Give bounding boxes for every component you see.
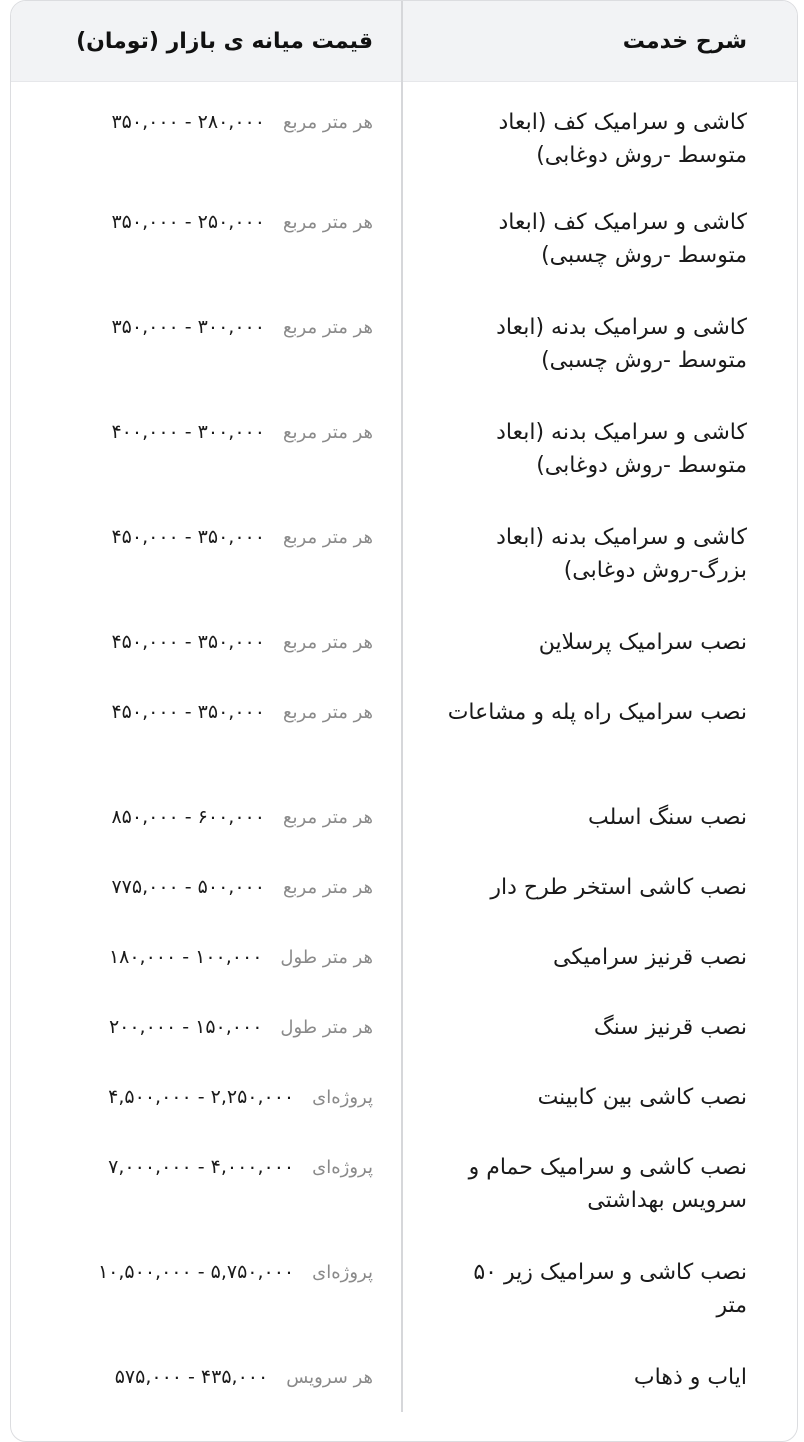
- service-cell: کاشی و سرامیک کف (ابعاد متوسط -روش چسبی): [402, 187, 797, 292]
- unit-label: پروژه‌ای: [312, 1156, 373, 1178]
- price-range: ۴۵۰,۰۰۰ - ۳۵۰,۰۰۰: [111, 525, 265, 548]
- unit-label: هر متر مربع: [282, 701, 373, 723]
- price-cell: [11, 782, 402, 852]
- price-range: ۴,۵۰۰,۰۰۰ - ۲,۲۵۰,۰۰۰: [108, 1085, 295, 1108]
- table-row: [11, 187, 797, 292]
- unit-label: هر متر مربع: [282, 806, 373, 828]
- price-table: [11, 1, 797, 1412]
- unit-label: هر متر مربع: [282, 526, 373, 548]
- price-range: ۳۵۰,۰۰۰ - ۲۸۰,۰۰۰: [111, 111, 265, 133]
- price-cell: [11, 677, 402, 782]
- price-range: ۷,۰۰۰,۰۰۰ - ۴,۰۰۰,۰۰۰: [108, 1155, 295, 1178]
- table-row: [11, 852, 797, 922]
- price-cell: [11, 82, 402, 187]
- price-range: ۵۷۵,۰۰۰ - ۴۳۵,۰۰۰: [114, 1365, 269, 1388]
- unit-label: پروژه‌ای: [312, 1261, 373, 1283]
- service-cell: نصب کاشی و سرامیک زیر ۵۰ متر: [402, 1237, 797, 1342]
- table-row: [11, 502, 797, 607]
- price-cell: [11, 1342, 402, 1412]
- price-cell: [11, 1132, 402, 1237]
- table-row: [11, 607, 797, 677]
- unit-label: پروژه‌ای: [312, 1086, 373, 1108]
- table-header-row: [11, 1, 797, 82]
- table-row: [11, 922, 797, 992]
- table-row: [11, 782, 797, 852]
- price-cell: [11, 502, 402, 607]
- service-cell: نصب قرنیز سنگ: [402, 992, 797, 1062]
- price-table-card: [10, 0, 798, 1442]
- table-row: [11, 82, 797, 187]
- price-cell: [11, 397, 402, 502]
- header-service: شرح خدمت: [402, 1, 797, 82]
- service-cell: نصب کاشی و سرامیک حمام و سرویس بهداشتی: [402, 1132, 797, 1237]
- unit-label: هر متر طول: [280, 1016, 373, 1038]
- table-row: [11, 1062, 797, 1132]
- price-cell: [11, 292, 402, 397]
- service-cell: نصب سنگ اسلب: [402, 782, 797, 852]
- service-cell: نصب قرنیز سرامیکی: [402, 922, 797, 992]
- service-cell: نصب کاشی استخر طرح دار: [402, 852, 797, 922]
- price-range: ۸۵۰,۰۰۰ - ۶۰۰,۰۰۰: [111, 805, 265, 828]
- service-cell: نصب کاشی بین کابینت: [402, 1062, 797, 1132]
- table-row: [11, 677, 797, 782]
- header-price: قیمت میانه ی بازار (تومان): [11, 1, 402, 82]
- price-range: ۷۷۵,۰۰۰ - ۵۰۰,۰۰۰: [111, 875, 265, 898]
- unit-label: هر متر مربع: [282, 316, 373, 338]
- table-row: [11, 1342, 797, 1412]
- unit-label: هر متر مربع: [282, 631, 373, 653]
- unit-label: هر سرویس: [286, 1366, 373, 1388]
- table-row: [11, 292, 797, 397]
- price-range: ۴۵۰,۰۰۰ - ۳۵۰,۰۰۰: [111, 630, 265, 653]
- price-range: ۳۵۰,۰۰۰ - ۳۰۰,۰۰۰: [111, 315, 265, 338]
- unit-label: هر متر طول: [280, 946, 373, 968]
- table-row: [11, 992, 797, 1062]
- service-cell: نصب سرامیک راه پله و مشاعات: [402, 677, 797, 782]
- price-range: ۱۰,۵۰۰,۰۰۰ - ۵,۷۵۰,۰۰۰: [97, 1260, 295, 1283]
- unit-label: هر متر مربع: [282, 876, 373, 898]
- price-range: ۴۵۰,۰۰۰ - ۳۵۰,۰۰۰: [111, 700, 265, 723]
- price-range: ۴۰۰,۰۰۰ - ۳۰۰,۰۰۰: [111, 420, 265, 443]
- price-range: ۱۸۰,۰۰۰ - ۱۰۰,۰۰۰: [108, 945, 263, 968]
- service-cell: کاشی و سرامیک کف (ابعاد متوسط -روش دوغابی): [402, 82, 797, 187]
- price-cell: [11, 992, 402, 1062]
- price-cell: [11, 607, 402, 677]
- price-range: ۲۰۰,۰۰۰ - ۱۵۰,۰۰۰: [108, 1015, 263, 1038]
- service-cell: کاشی و سرامیک بدنه (ابعاد متوسط -روش دوغابی): [402, 397, 797, 502]
- service-cell: کاشی و سرامیک بدنه (ابعاد متوسط -روش چسبی): [402, 292, 797, 397]
- unit-label: هر متر مربع: [282, 211, 373, 233]
- table-row: [11, 397, 797, 502]
- price-range: ۳۵۰,۰۰۰ - ۲۵۰,۰۰۰: [111, 210, 265, 233]
- unit-label: هر متر مربع: [282, 112, 373, 133]
- service-cell: نصب سرامیک پرسلاین: [402, 607, 797, 677]
- service-cell: ایاب و ذهاب: [402, 1342, 797, 1412]
- price-cell: [11, 922, 402, 992]
- unit-label: هر متر مربع: [282, 421, 373, 443]
- price-cell: [11, 1062, 402, 1132]
- price-cell: [11, 1237, 402, 1342]
- price-cell: [11, 187, 402, 292]
- service-cell: کاشی و سرامیک بدنه (ابعاد بزرگ-روش دوغابی): [402, 502, 797, 607]
- price-cell: [11, 852, 402, 922]
- table-row: [11, 1237, 797, 1342]
- table-row: [11, 1132, 797, 1237]
